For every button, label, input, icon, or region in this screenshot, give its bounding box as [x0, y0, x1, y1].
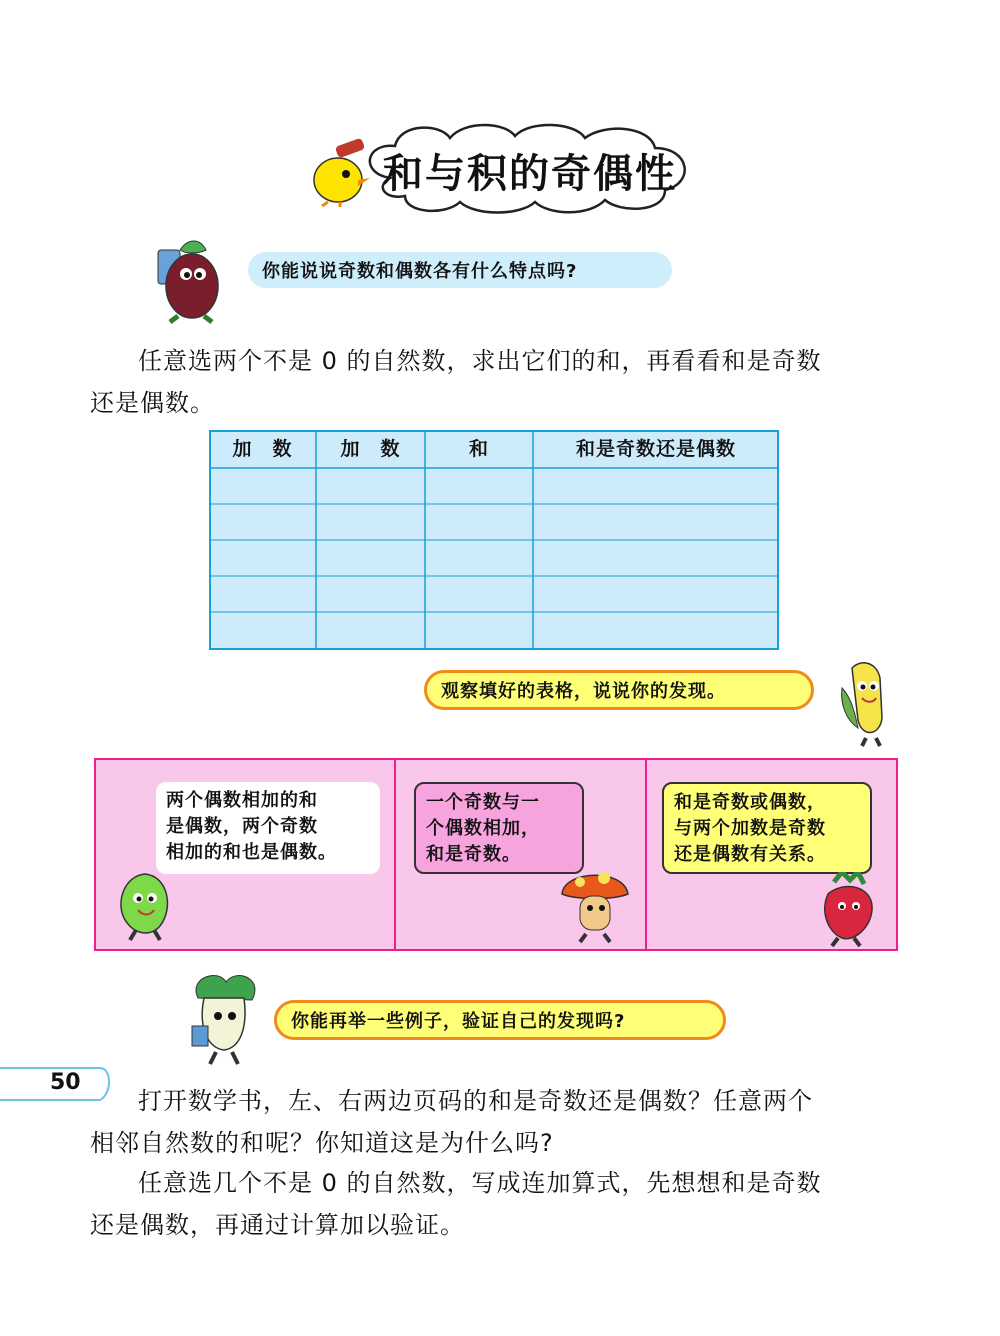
- findings-panel: [94, 758, 898, 951]
- finding-line: 一个奇数与一: [426, 792, 540, 813]
- radish-mascot-icon: [814, 872, 884, 948]
- finding-relation: [662, 782, 872, 874]
- examples-bubble: [274, 1000, 726, 1040]
- paragraph-line: 任意选几个不是 0 的自然数，写成连加算式，先想想和是奇数: [138, 1169, 822, 1197]
- table-header: 加 数: [232, 438, 293, 460]
- finding-line: 还是偶数有关系。: [674, 844, 826, 865]
- pepper-mascot-icon: [110, 868, 180, 942]
- cabbage-mascot-icon: [178, 968, 268, 1068]
- finding-line: 相加的和也是偶数。: [166, 842, 337, 863]
- observe-bubble: [424, 670, 814, 710]
- paragraph-line: 还是偶数。: [90, 389, 215, 417]
- paragraph-line: 任意选两个不是 0 的自然数，求出它们的和，再看看和是奇数: [138, 347, 822, 375]
- finding-line: 个偶数相加，: [426, 818, 540, 839]
- finding-line: 和是奇数或偶数，: [674, 792, 826, 813]
- page-title: 和与积的奇偶性: [383, 151, 677, 197]
- finding-line: 两个偶数相加的和: [166, 790, 318, 811]
- title-cloud: [360, 118, 700, 218]
- corn-mascot-icon: [822, 658, 902, 748]
- paragraph-consecutive: [90, 1162, 910, 1246]
- panel-divider: [394, 760, 396, 949]
- page-number: 50: [50, 1070, 81, 1095]
- finding-line: 和是奇数。: [426, 844, 521, 865]
- examples-text: 你能再举一些例子，验证自己的发现吗?: [291, 1011, 626, 1032]
- panel-divider: [645, 760, 647, 949]
- finding-even-even: [156, 782, 380, 874]
- table-header: 和是奇数还是偶数: [575, 438, 736, 460]
- observe-text: 观察填好的表格，说说你的发现。: [441, 681, 726, 702]
- table-header: 加 数: [340, 438, 401, 460]
- table-header: 和: [468, 438, 489, 460]
- paragraph-line: 打开数学书，左、右两边页码的和是奇数还是偶数？任意两个: [138, 1087, 813, 1115]
- finding-line: 是偶数，两个奇数: [166, 816, 318, 837]
- paragraph-line: 还是偶数，再通过计算加以验证。: [90, 1211, 465, 1239]
- paragraph-line: 相邻自然数的和呢？你知道这是为什么吗?: [90, 1129, 554, 1157]
- chick-mascot-icon: [300, 138, 380, 208]
- mushroom-mascot-icon: [554, 860, 634, 944]
- eggplant-mascot-icon: [140, 228, 240, 328]
- finding-line: 与两个加数是奇数: [674, 818, 826, 839]
- sum-parity-table: [209, 430, 779, 650]
- question-bubble-traits: [248, 252, 672, 288]
- paragraph-pages: [90, 1080, 910, 1164]
- question-text: 你能说说奇数和偶数各有什么特点吗?: [262, 261, 578, 282]
- paragraph-intro: [90, 340, 910, 424]
